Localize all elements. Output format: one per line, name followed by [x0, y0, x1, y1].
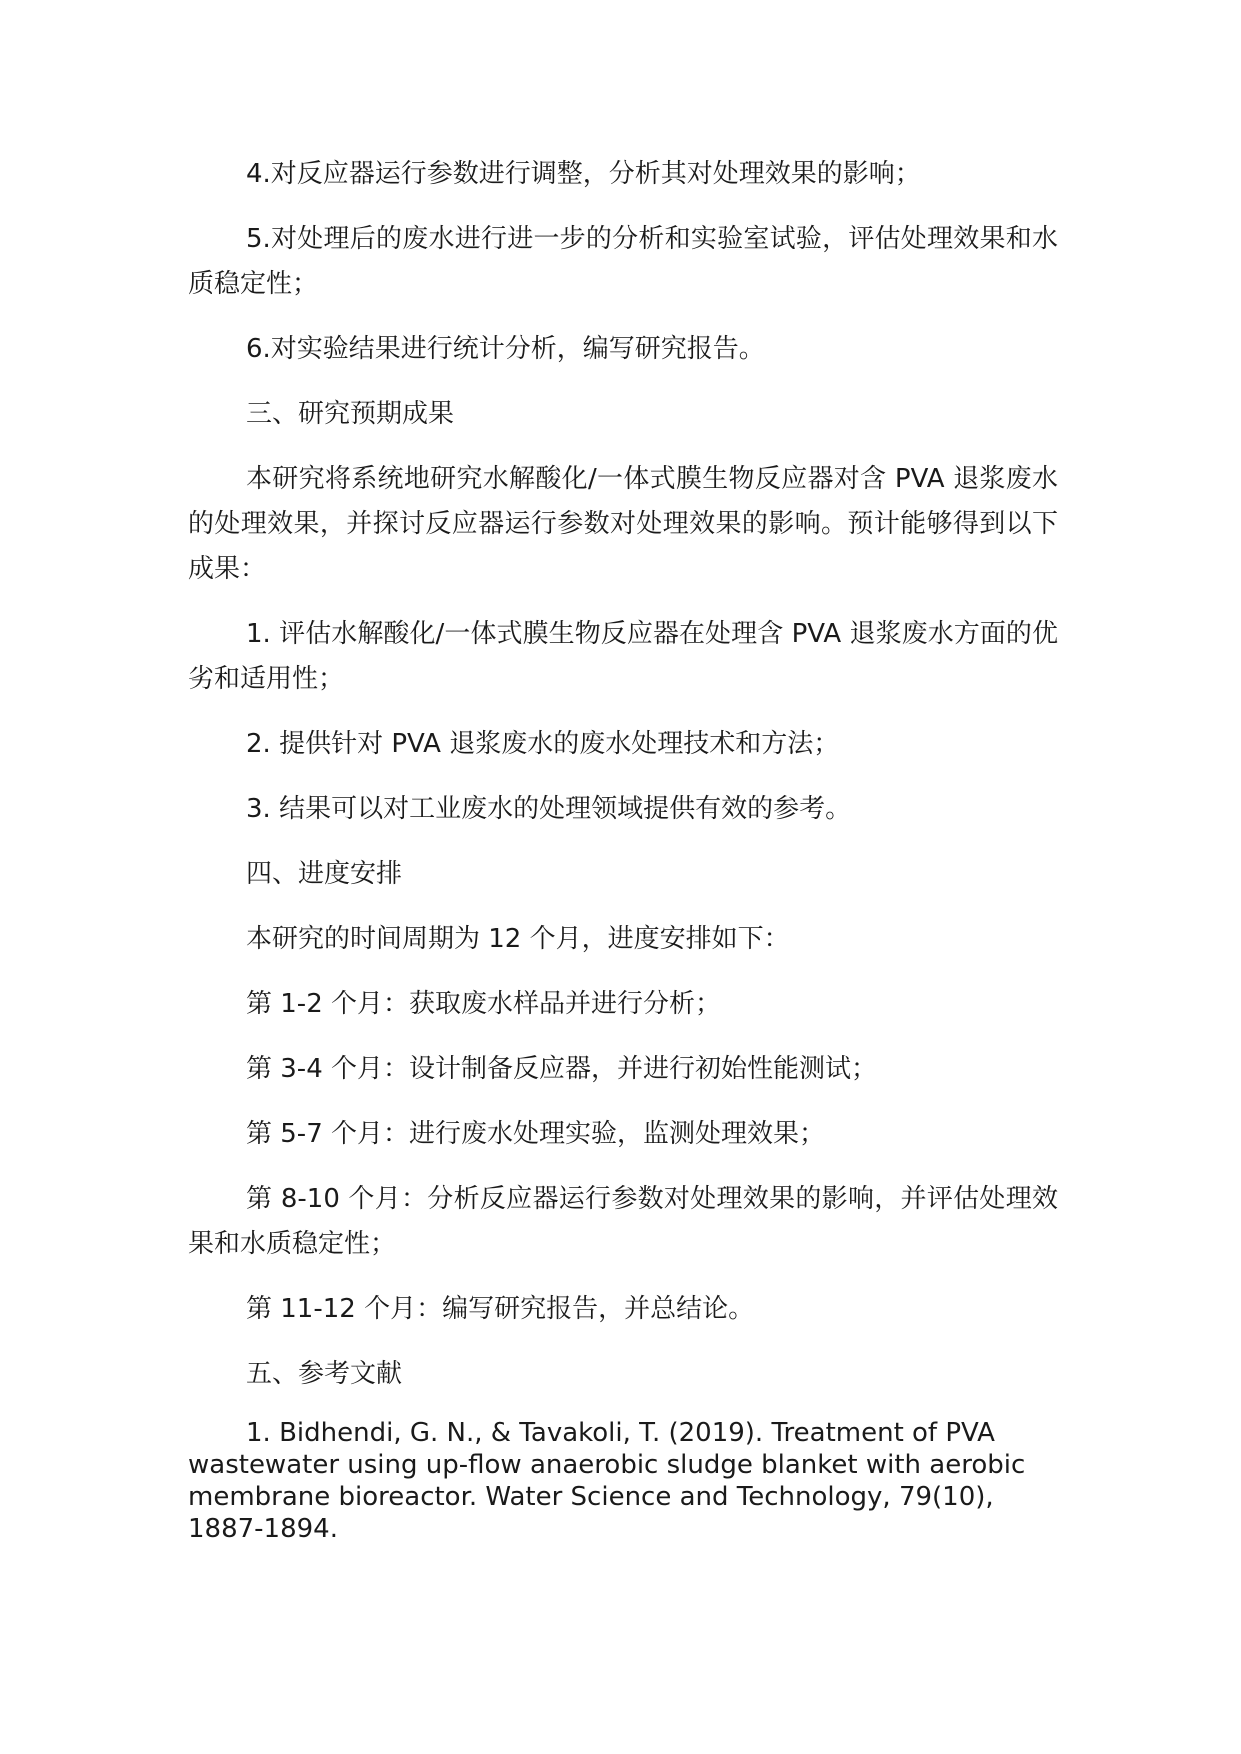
schedule-item-5: 第 11-12 个月：编写研究报告，并总结论。 — [246, 1294, 755, 1324]
section-heading-expected-results: 三、研究预期成果 — [246, 399, 455, 429]
document-body — [188, 152, 1058, 1565]
step-6-paragraph: 6.对实验结果进行统计分析，编写研究报告。 — [246, 334, 765, 364]
step-4-paragraph: 4.对反应器运行参数进行调整，分析其对处理效果的影响； — [246, 159, 921, 189]
step-5-paragraph: 5.对处理后的废水进行进一步的分析和实验室试验，评估处理效果和水质稳定性； — [188, 224, 1058, 299]
result-item-1: 1. 评估水解酸化/一体式膜生物反应器在处理含 PVA 退浆废水方面的优劣和适用性； — [188, 619, 1058, 694]
expected-results-intro: 本研究将系统地研究水解酸化/一体式膜生物反应器对含 PVA 退浆废水的处理效果，并探讨反应器运行参数对处理效果的影响。预计能够得到以下成果： — [188, 464, 1058, 584]
schedule-item-1: 第 1-2 个月：获取废水样品并进行分析； — [246, 989, 721, 1019]
reference-item-1: 1. Bidhendi, G. N., & Tavakoli, T. (2019). Treatment of PVA wastewater using up-flow anaerobic sludge blanket with aerobic membrane bioreactor. Water Science and Technology, 79(10), 1887-1894. — [188, 1418, 1026, 1544]
section-heading-references: 五、参考文献 — [246, 1359, 403, 1389]
result-item-3: 3. 结果可以对工业废水的处理领域提供有效的参考。 — [246, 794, 852, 824]
schedule-item-3: 第 5-7 个月：进行废水处理实验，监测处理效果； — [246, 1119, 825, 1149]
result-item-2: 2. 提供针对 PVA 退浆废水的废水处理技术和方法； — [246, 729, 840, 759]
section-heading-schedule: 四、进度安排 — [246, 859, 403, 889]
schedule-item-2: 第 3-4 个月：设计制备反应器，并进行初始性能测试； — [246, 1054, 877, 1084]
schedule-item-4: 第 8-10 个月：分析反应器运行参数对处理效果的影响，并评估处理效果和水质稳定性； — [188, 1184, 1058, 1259]
schedule-intro: 本研究的时间周期为 12 个月，进度安排如下： — [246, 924, 790, 954]
